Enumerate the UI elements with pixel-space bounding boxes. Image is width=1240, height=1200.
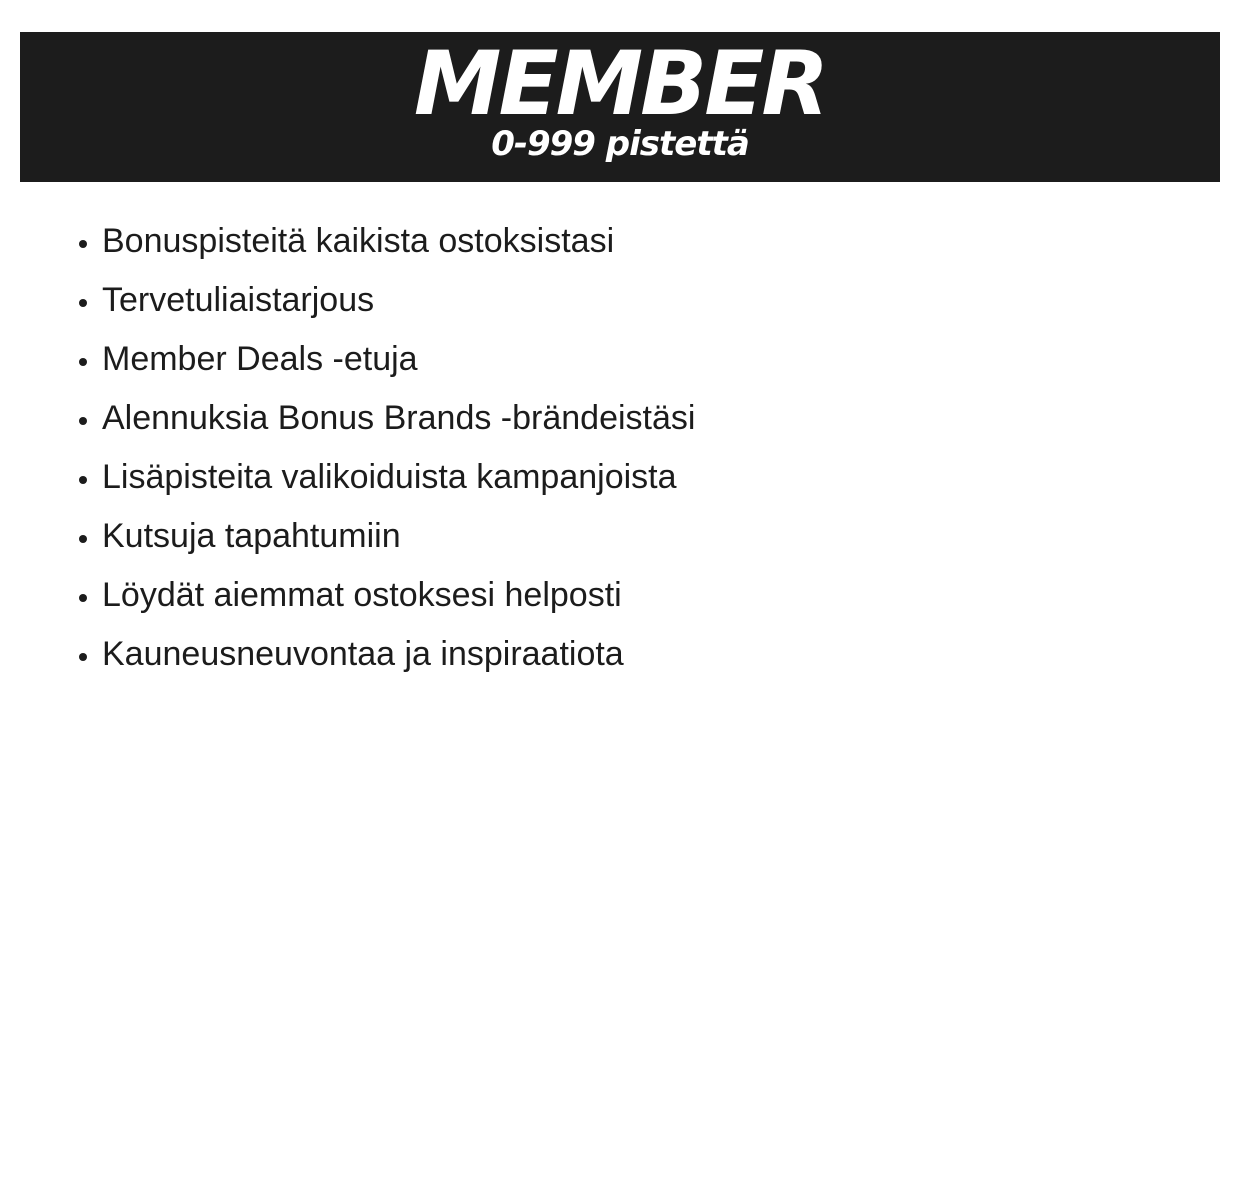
- benefit-item: • Kutsuja tapahtumiin: [102, 507, 695, 566]
- points-range-subtitle: 0-999 pistettä: [491, 124, 749, 164]
- benefit-item: • Tervetuliaistarjous: [102, 271, 695, 330]
- benefit-item: • Lisäpisteita valikoiduista kampanjoista: [102, 448, 695, 507]
- tier-name-title: MEMBER: [413, 32, 827, 135]
- benefit-item: • Kauneusneuvontaa ja inspiraatiota: [102, 625, 695, 684]
- benefit-item: • Bonuspisteitä kaikista ostoksistasi: [102, 212, 695, 271]
- benefit-item: • Löydät aiemmat ostoksesi helposti: [102, 566, 695, 625]
- benefit-item: • Member Deals -etuja: [102, 330, 695, 389]
- benefit-item: • Alennuksia Bonus Brands -brändeistäsi: [102, 389, 695, 448]
- tier-header-banner: [20, 32, 1220, 182]
- benefits-list: [0, 212, 695, 684]
